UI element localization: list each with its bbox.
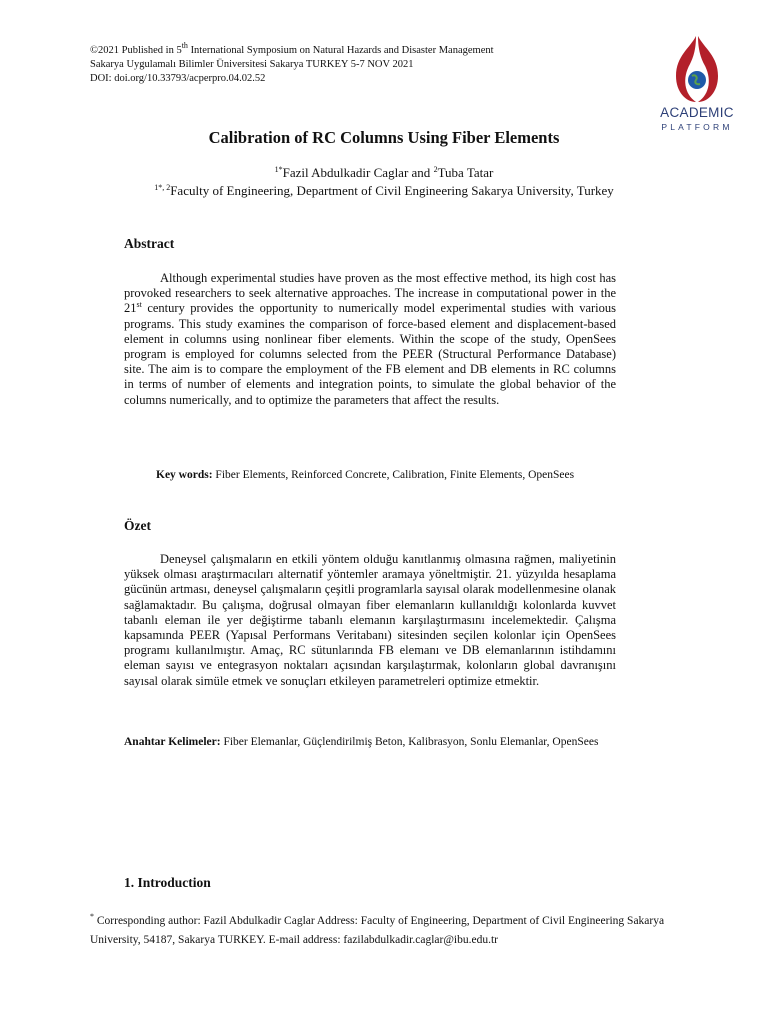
affil-sup: 1*, 2 — [154, 183, 171, 192]
header-line-published — [90, 41, 560, 58]
footnote-marker: * — [90, 912, 94, 921]
anahtar-kelimeler-label: Anahtar Kelimeler: — [124, 736, 221, 748]
abstract-sup: st — [136, 300, 142, 310]
logo-word-academic: ACADEMIC — [660, 105, 734, 120]
logo-word-platform: PLATFORM — [661, 122, 733, 132]
affil-text: Faculty of Engineering, Department of Civil Engineering Sakarya University, Turkey — [170, 183, 614, 198]
abstract-keywords — [156, 469, 574, 481]
header-line-doi: DOI: doi.org/10.33793/acperpro.04.02.52 — [90, 73, 266, 84]
abstract-heading: Abstract — [124, 236, 175, 251]
abstract-text-1: Although experimental studies have proven as the most effective method, its high cost has provoked researchers to seek alternative approaches. The increase in computational power in the 21 — [124, 271, 616, 316]
paper-authors — [0, 165, 768, 181]
abstract-body — [124, 271, 616, 408]
author2-name: Tuba Tatar — [437, 165, 494, 180]
ozet-heading: Özet — [124, 518, 151, 533]
header-line1-rest: International Symposium on Natural Hazards and Disaster Management — [187, 45, 494, 56]
header-line1-text: ©2021 Published in 5 — [90, 45, 182, 56]
ozet-paragraph: Deneysel çalışmaların en etkili yöntem olduğu kanıtlanmış olmasına rağmen, maliyetinin yüksek olması araştırmacıları alternatif yöntemler aramaya yöneltmiştir. 21. yüzyılda hesaplama gücünün artması, deneysel çalışmaların çeşitli programlarla sayısal olarak modellenmesine olanak sağlamaktadır. Bu çalışma, doğrusal olmayan fiber elemanların kullanıldığı kolonlarda kuvvet tabanlı eleman ile yer değiştirme tabanlı elemanın karşılaştırmasını incelemektedir. Çalışma kapsamında PEER (Yapısal Performans Veritabanı) sitesinden seçilen kolonlar için OpenSees programı kullanılmıştır. Amaç, RC sütunlarında FB elemanı ve DB elemanlarının istihdamını eleman sayısı ve entegrasyon noktaları açısından karşılaştırmak, kolonların global davranışını sayısal olarak simüle etmek ve sonuçları etkileyen parametreleri optimize etmektir. — [124, 552, 616, 688]
header-line1-sup: th — [181, 41, 188, 50]
flame-globe-icon — [650, 34, 744, 106]
keywords-list: Fiber Elements, Reinforced Concrete, Calibration, Finite Elements, OpenSees — [212, 469, 575, 481]
ozet-keywords — [124, 736, 598, 748]
corresponding-author-footnote — [90, 912, 690, 950]
header-line-university: Sakarya Uygulamalı Bilimler Üniversitesi Sakarya TURKEY 5-7 NOV 2021 — [90, 59, 414, 70]
paper-title: Calibration of RC Columns Using Fiber Elements — [208, 128, 560, 147]
abstract-text-2: century provides the opportunity to numerically model experimental studies with various programs. This study examines the comparison of force-based element and displacement-based element in columns using nonlinear fiber elements. Within the scope of the study, OpenSees program is employed for columns selected from the PEER (Structural Performance Database) site. The aim is to compare the employment of the FB element and DB elements in RC columns in terms of number of elements and integration points, to simulate the global behavior of the columns numerically, and to optimize the parameters that affect the results. — [124, 301, 616, 407]
author2-sup: 2 — [433, 165, 438, 174]
anahtar-kelimeler-list: Fiber Elemanlar, Güçlendirilmiş Beton, Kalibrasyon, Sonlu Elemanlar, OpenSees — [220, 736, 599, 748]
author1-name: Fazil Abdulkadir Caglar and — [282, 165, 434, 180]
keywords-label: Key words: — [156, 469, 213, 481]
ozet-body — [124, 552, 616, 689]
author1-sup: 1* — [274, 165, 283, 174]
paper-affiliation — [0, 183, 768, 199]
introduction-heading: 1. Introduction — [124, 875, 211, 890]
footnote-text: Corresponding author: Fazil Abdulkadir Caglar Address: Faculty of Engineering, Department of Civil Engineering Sakarya University, 54187, Sakarya TURKEY. E-mail address: fazilabdulkadir.caglar@ibu.edu.tr — [90, 915, 665, 946]
academic-platform-logo — [650, 34, 744, 134]
publication-header — [90, 41, 560, 86]
abstract-paragraph — [124, 271, 616, 408]
